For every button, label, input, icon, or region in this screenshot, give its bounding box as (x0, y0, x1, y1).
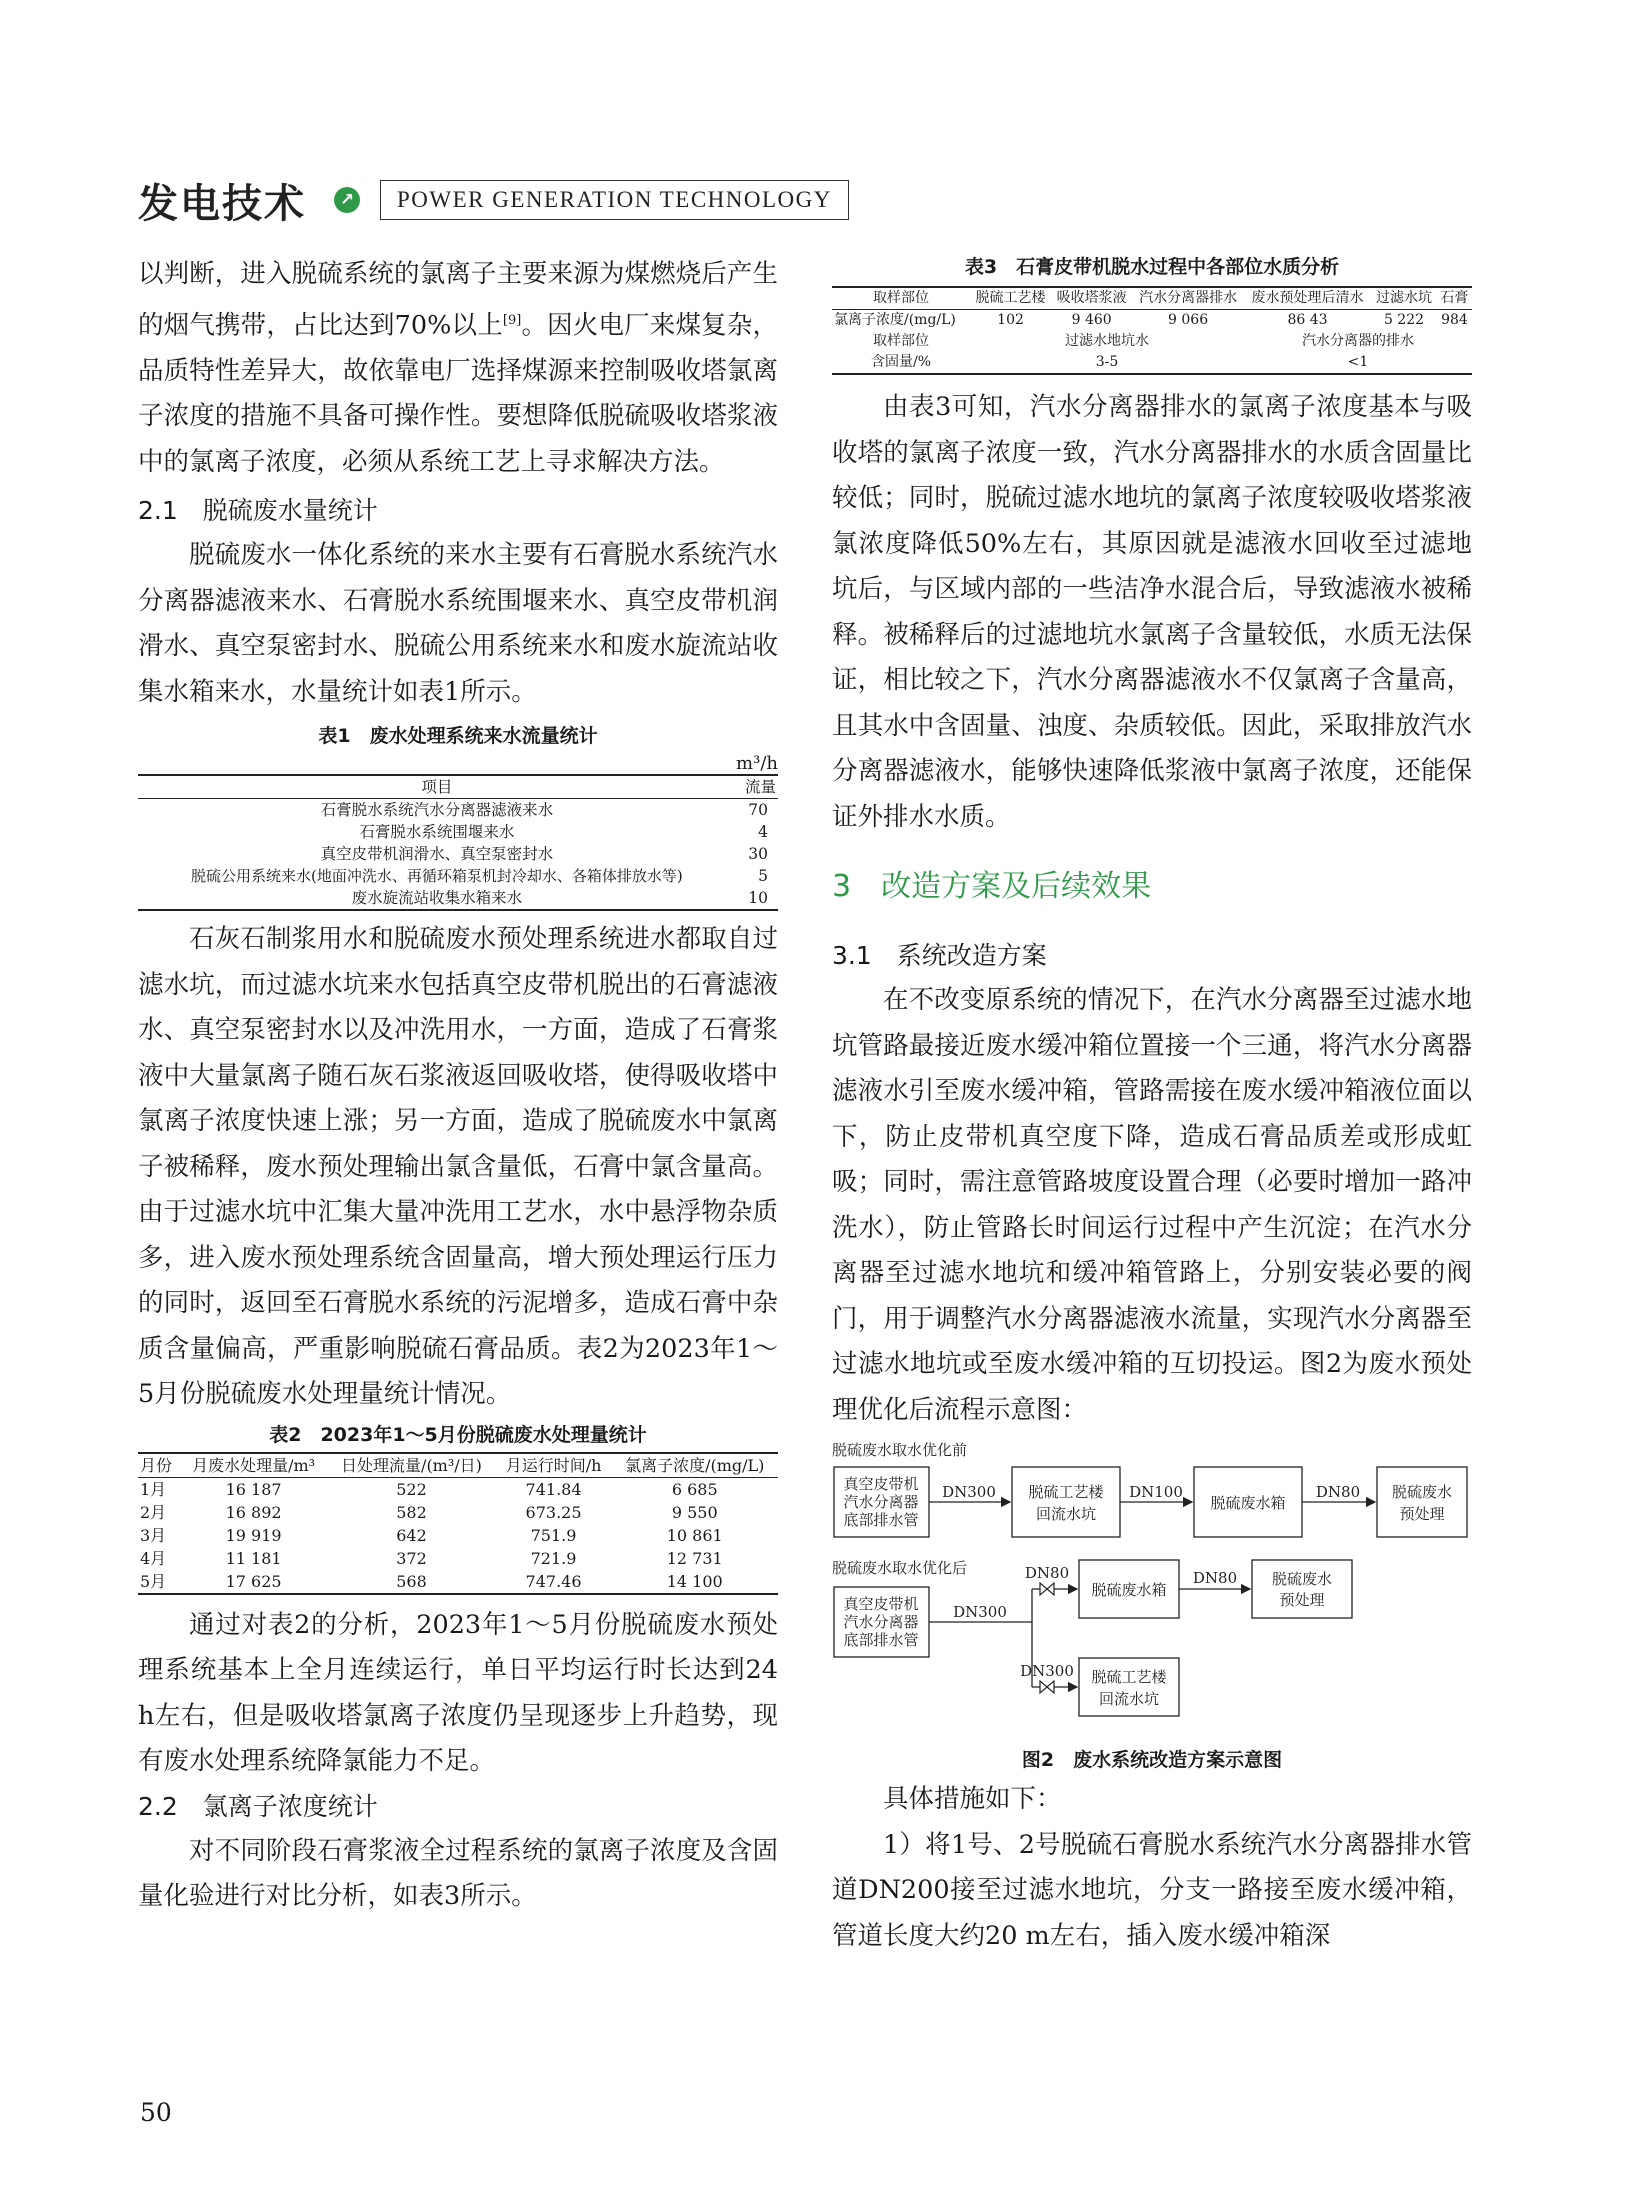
table-header: 流量 (744, 778, 776, 796)
left-column (138, 252, 778, 1920)
node-pretreat: 脱硫废水 (1391, 1483, 1453, 1501)
table-header: 汽水分离器排水 (1139, 290, 1238, 306)
table-row: 4月 11 181 372 721.9 12 731 (140, 1548, 723, 1568)
right-column (832, 252, 1472, 1959)
diagram-label-before: 脱硫废水取水优化前 (832, 1441, 968, 1459)
node-fs-tank: 脱硫废水箱 (1091, 1581, 1167, 1599)
table1 (138, 774, 778, 911)
table-row: 石膏脱水系统汽水分离器滤液来水 70 (320, 801, 768, 819)
table-row: 5月 17 625 568 747.46 14 100 (138, 1570, 778, 1594)
figure-2-caption: 图2 废水系统改造方案示意图 (1021, 1749, 1283, 1771)
paragraph: 脱硫废水一体化系统的来水主要有石膏脱水系统汽水分离器滤液来水、石膏脱水系统围堰来水、真空皮带机润滑水、真空泵密封水、脱硫公用系统来水和废水旋流站收集水箱来水，水量统计如表1所示。 (138, 540, 778, 707)
svg-text:预处理: 预处理 (1279, 1591, 1325, 1609)
table-row: 真空皮带机润滑水、真空泵密封水 30 (320, 845, 768, 863)
figure-2-flow-diagram (832, 1437, 1472, 1737)
section-heading-2-2: 2.2 氯离子浓度统计 (138, 1791, 378, 1821)
node-fs-tank: 脱硫废水箱 (1210, 1494, 1286, 1512)
pipe-label: DN80 (1024, 1564, 1070, 1582)
pipe-label: DN80 (1192, 1569, 1238, 1587)
svg-text:底部排水管: 底部排水管 (843, 1631, 919, 1649)
pipe-label: DN300 (942, 1483, 996, 1501)
table-header: 月运行时间/h (505, 1455, 602, 1475)
svg-text:预处理: 预处理 (1399, 1505, 1445, 1523)
paragraph: 具体措施如下： (883, 1784, 1062, 1814)
table-row: 石膏脱水系统围堰来水 4 (359, 823, 768, 841)
table-header: 日处理流量/(m³/日) (341, 1455, 482, 1475)
table-header: 项目 (421, 778, 453, 796)
node-source: 真空皮带机 (843, 1475, 919, 1493)
svg-text:汽水分离器: 汽水分离器 (843, 1613, 919, 1631)
table-row: 脱硫公用系统来水(地面冲洗水、再循环箱泵机封冷却水、各箱体排放水等) 5 (191, 867, 768, 885)
pipe-label: DN100 (1129, 1483, 1183, 1501)
section-heading-3-1: 3.1 系统改造方案 (832, 941, 1047, 970)
table1-caption: 表1 废水处理系统来水流量统计 (318, 725, 598, 747)
paragraph: 以判断，进入脱硫系统的氯离子主要来源为煤燃烧后产生的烟气携带，占比达到70%以上[9]。因火电厂来煤复杂，品质特性差异大，故依靠电厂选择煤源来控制吸收塔氯离子浓度的措施不具备可操作性。要想降低脱硫吸收塔浆液中的氯离子浓度，必须从系统工艺上寻求解决方法。 (138, 259, 778, 477)
table-row: 2月 16 892 582 673.25 9 550 (140, 1502, 718, 1522)
svg-text:回流水坑: 回流水坑 (1035, 1505, 1097, 1523)
journal-title-en: POWER GENERATION TECHNOLOGY (380, 180, 849, 220)
paragraph: 由表3可知，汽水分离器排水的氯离子浓度基本与吸收塔的氯离子浓度一致，汽水分离器排水的水质含固量比较低；同时，脱硫过滤水地坑的氯离子浓度较吸收塔浆液氯浓度降低50%左右，其原因就是滤液水回收至过滤地坑后，与区域内部的一些洁净水混合后，导致滤液水被稀释。被稀释后的过滤地坑水氯离子含量较低，水质无法保证，相比较之下，汽水分离器滤液水不仅氯离子含量高，且其水中含固量、浊度、杂质较低。因此，采取排放汽水分离器滤液水，能够快速降低浆液中氯离子浓度，还能保证外排水水质。 (832, 392, 1472, 832)
table-header: 脱硫工艺楼 (975, 290, 1046, 306)
svg-text:底部排水管: 底部排水管 (843, 1511, 919, 1529)
svg-text:汽水分离器: 汽水分离器 (843, 1493, 919, 1511)
table-row: 氯离子浓度/(mg/L) 102 9 460 9 066 86 43 5 222 984 (834, 312, 1468, 328)
table2 (138, 1452, 778, 1595)
citation: [9] (502, 312, 522, 328)
node-gongyilou: 脱硫工艺楼 (1091, 1668, 1167, 1686)
table-header: 过滤水坑 (1376, 290, 1432, 306)
table-row: 取样部位 过滤水地坑水 汽水分离器的排水 (873, 333, 1414, 349)
node-pretreat: 脱硫废水 (1271, 1570, 1333, 1588)
svg-text:回流水坑: 回流水坑 (1098, 1690, 1160, 1708)
table-row: 废水旋流站收集水箱来水 10 (138, 887, 778, 910)
diagram-label-after: 脱硫废水取水优化后 (832, 1559, 968, 1577)
paragraph: 1）将1号、2号脱硫石膏脱水系统汽水分离器排水管道DN200接至过滤水地坑，分支一路接至废水缓冲箱，管道长度大约20 m左右，插入废水缓冲箱深 (832, 1829, 1472, 1951)
table3-caption: 表3 石膏皮带机脱水过程中各部位水质分析 (964, 256, 1340, 278)
pipe-label: DN80 (1315, 1483, 1361, 1501)
section-heading-2-1: 2.1 脱硫废水量统计 (138, 496, 378, 525)
table-header: 氯离子浓度/(mg/L) (625, 1455, 765, 1475)
table-header: 月份 (140, 1455, 173, 1475)
pipe-label: DN300 (1020, 1662, 1074, 1680)
table1-unit: m³/h (736, 753, 778, 774)
paragraph: 通过对表2的分析，2023年1～5月份脱硫废水预处理系统基本上全月连续运行，单日平均运行时长达到24 h左右，但是吸收塔氯离子浓度仍呈现逐步上升趋势，现有废水处理系统降氯能力不足。 (138, 1609, 778, 1776)
table-header: 废水预处理后清水 (1251, 290, 1364, 306)
paragraph: 在不改变原系统的情况下，在汽水分离器至过滤水地坑管路最接近废水缓冲箱位置接一个三通，将汽水分离器滤液水引至废水缓冲箱，管路需接在废水缓冲箱液位面以下，防止皮带机真空度下降，造成石膏品质差或形成虹吸；同时，需注意管路坡度设置合理（必要时增加一路冲洗水），防止管路长时间运行过程中产生沉淀；在汽水分离器至过滤水地坑和缓冲箱管路上，分别安装必要的阀门，用于调整汽水分离器滤液水流量，实现汽水分离器至过滤水地坑或至废水缓冲箱的互切投运。图2为废水预处理优化后流程示意图： (832, 985, 1472, 1425)
paragraph: 对不同阶段石膏浆液全过程系统的氯离子浓度及含固量化验进行对比分析，如表3所示。 (138, 1835, 778, 1911)
table-row: 3月 19 919 642 751.9 10 861 (140, 1525, 723, 1545)
table-row: 含固量/% 3-5 <1 (832, 352, 1472, 374)
journal-logo-icon: ↗ (334, 187, 360, 213)
table-header: 吸收塔浆液 (1056, 290, 1127, 306)
node-source: 真空皮带机 (843, 1595, 919, 1613)
table2-caption: 表2 2023年1～5月份脱硫废水处理量统计 (269, 1423, 647, 1446)
node-gongyilou: 脱硫工艺楼 (1028, 1483, 1104, 1501)
table-header: 石膏 (1440, 290, 1469, 306)
table3 (832, 286, 1472, 375)
section-heading-3: 3 改造方案及后续效果 (832, 869, 1152, 904)
table-header: 月废水处理量/m³ (192, 1455, 316, 1475)
table-header: 取样部位 (873, 290, 929, 306)
journal-title-cn: 发电技术 (138, 180, 306, 227)
pipe-label: DN300 (953, 1603, 1007, 1621)
table-row: 1月 16 187 522 741.84 6 685 (140, 1479, 718, 1499)
journal-header (138, 174, 849, 226)
page-number: 50 (140, 2098, 172, 2127)
paragraph: 石灰石制浆用水和脱硫废水预处理系统进水都取自过滤水坑，而过滤水坑来水包括真空皮带机脱出的石膏滤液水、真空泵密封水以及冲洗用水，一方面，造成了石膏浆液中大量氯离子随石灰石浆液返回吸收塔，使得吸收塔中氯离子浓度快速上涨；另一方面，造成了脱硫废水中氯离子被稀释，废水预处理输出氯含量低，石膏中氯含量高。由于过滤水坑中汇集大量冲洗用工艺水，水中悬浮物杂质多，进入废水预处理系统含固量高，增大预处理运行压力的同时，返回至石膏脱水系统的污泥增多，造成石膏中杂质含量偏高，严重影响脱硫石膏品质。表2为2023年1～5月份脱硫废水处理量统计情况。 (138, 924, 778, 1409)
